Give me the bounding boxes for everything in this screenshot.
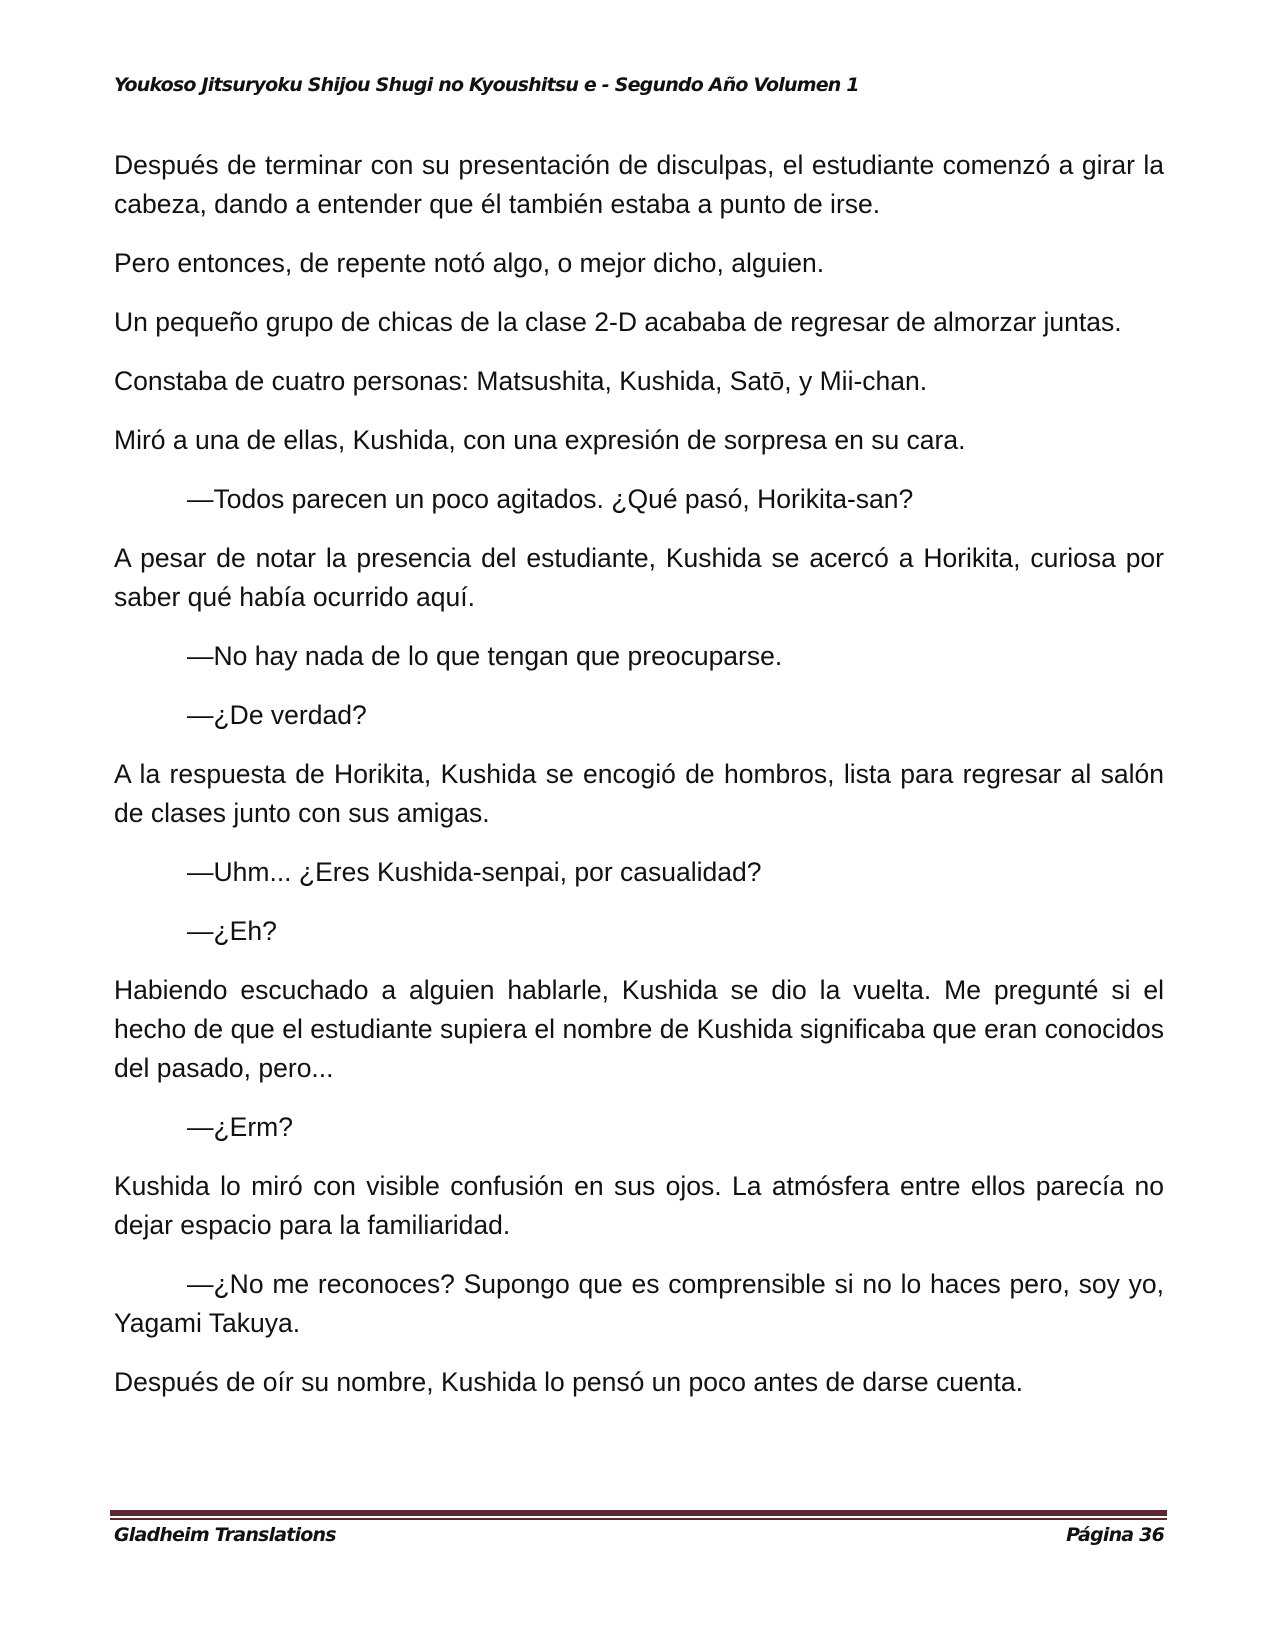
paragraph: Después de terminar con su presentación de disculpas, el estudiante comenzó a girar la cabeza, dando a entender que él también estaba a punto de irse. — [114, 150, 1164, 219]
paragraph: A pesar de notar la presencia del estudiante, Kushida se acercó a Horikita, curiosa por saber qué había ocurrido aquí. — [114, 543, 1164, 612]
dialogue-paragraph: —Uhm... ¿Eres Kushida-senpai, por casualidad? — [187, 857, 762, 887]
footer-rule — [110, 1510, 1167, 1516]
page-body — [114, 146, 1164, 1422]
dialogue-paragraph: —¿Eh? — [187, 916, 277, 946]
dialogue-paragraph: —¿De verdad? — [187, 700, 367, 730]
page-footer — [114, 1524, 1164, 1546]
footer-translator: Gladheim Translations — [114, 1524, 336, 1546]
paragraph: Miró a una de ellas, Kushida, con una expresión de sorpresa en su cara. — [114, 425, 966, 455]
paragraph: Después de oír su nombre, Kushida lo pensó un poco antes de darse cuenta. — [114, 1367, 1023, 1397]
paragraph: Un pequeño grupo de chicas de la clase 2-D acababa de regresar de almorzar juntas. — [114, 307, 1122, 337]
page-number: Página 36 — [1066, 1524, 1164, 1546]
paragraph: Kushida lo miró con visible confusión en sus ojos. La atmósfera entre ellos parecía no dejar espacio para la familiaridad. — [114, 1171, 1164, 1240]
dialogue-paragraph: —No hay nada de lo que tengan que preocuparse. — [187, 641, 783, 671]
dialogue-paragraph: —Todos parecen un poco agitados. ¿Qué pasó, Horikita-san? — [187, 484, 914, 514]
paragraph: Pero entonces, de repente notó algo, o mejor dicho, alguien. — [114, 248, 825, 278]
paragraph: Habiendo escuchado a alguien hablarle, Kushida se dio la vuelta. Me pregunté si el hecho de que el estudiante supiera el nombre de Kushida significaba que eran conocidos del pasado, pero... — [114, 975, 1164, 1083]
dialogue-paragraph: —¿No me reconoces? Supongo que es comprensible si no lo haces pero, soy yo, Yagami Takuya. — [114, 1269, 1164, 1338]
dialogue-paragraph: —¿Erm? — [187, 1112, 293, 1142]
running-header: Youkoso Jitsuryoku Shijou Shugi no Kyoushitsu e - Segundo Año Volumen 1 — [114, 74, 859, 96]
paragraph: Constaba de cuatro personas: Matsushita, Kushida, Satō, y Mii-chan. — [114, 366, 928, 396]
footer-rule-thin — [110, 1518, 1167, 1520]
paragraph: A la respuesta de Horikita, Kushida se encogió de hombros, lista para regresar al salón de clases junto con sus amigas. — [114, 759, 1164, 828]
